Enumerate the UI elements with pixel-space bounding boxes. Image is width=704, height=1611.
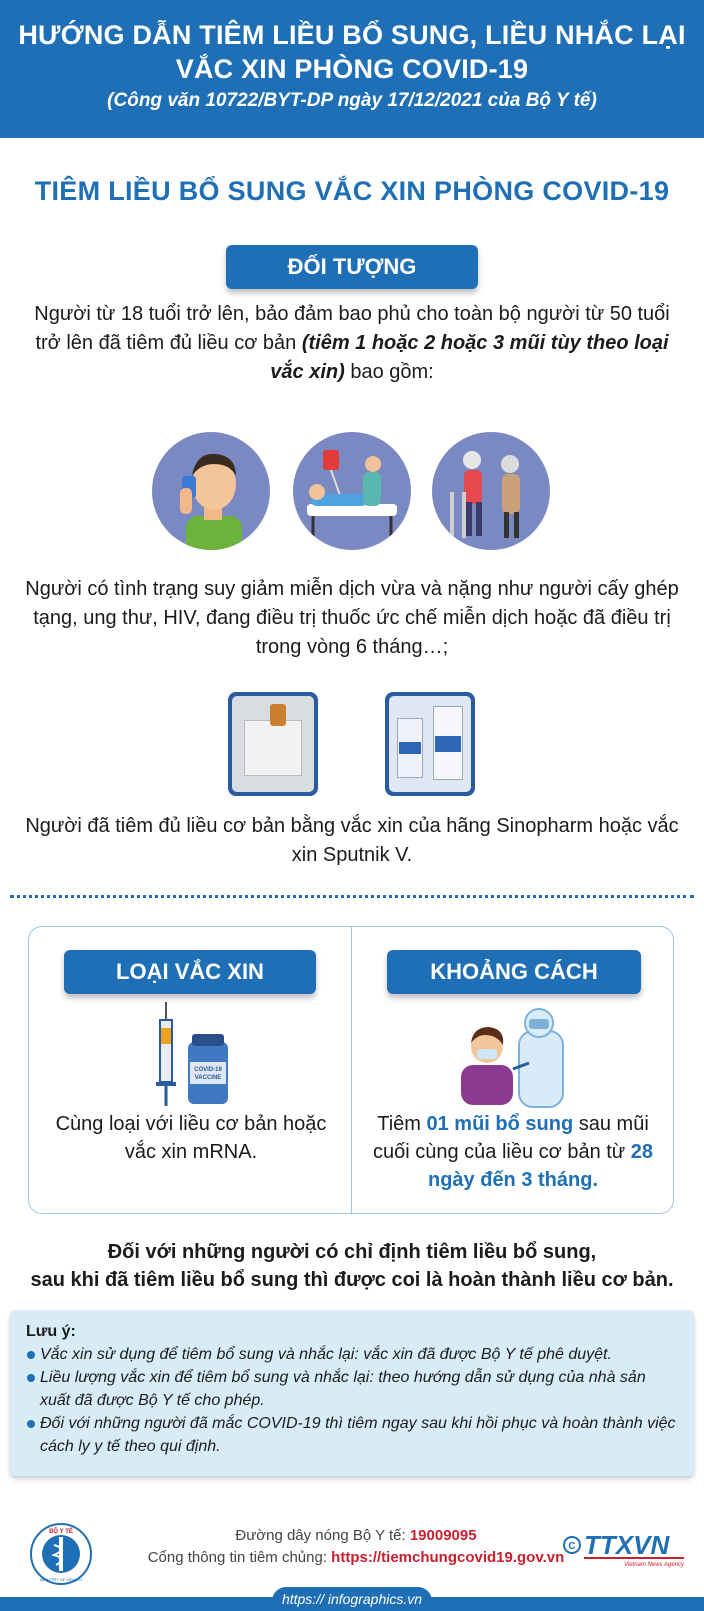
kc-text-d: 28 ngày đến 3 tháng. <box>427 1141 653 1191</box>
ttxvn-logo <box>562 1530 690 1570</box>
kc-text-c: sau mũi cuối cùng của liều cơ bản từ <box>372 1113 649 1163</box>
dotted-divider <box>10 895 694 898</box>
group1-text: Người có tình trạng suy giảm miễn dịch vừa và nặng như người cấy ghép tạng, ung thư, HIV, đang điều trị thuốc ức chế miễn dịch hoặc đã điều trị trong vòng 6 tháng…; <box>25 578 679 658</box>
main-title <box>0 0 704 86</box>
svg-text:VACCINE: VACCINE <box>194 1075 222 1081</box>
ministry-of-health-logo <box>30 1523 92 1585</box>
footer-contact <box>136 1525 576 1569</box>
portal-link[interactable]: https://tiemchungcovid19.gov.vn <box>331 1549 565 1566</box>
syringe-vial-icon <box>150 1002 240 1110</box>
group2-text: Người đã tiêm đủ liều cơ bản bằng vắc xin của hãng Sinopharm hoặc vắc xin Sputnik V. <box>25 815 679 866</box>
doi-tuong-label: ĐỐI TƯỢNG <box>226 245 478 289</box>
portal-label: Cổng thông tin tiêm chủng: <box>147 1549 332 1566</box>
nurse-vaccinating-icon <box>455 1005 575 1109</box>
completion-line1: Đối với những người có chỉ định tiêm liều bổ sung, <box>107 1241 597 1263</box>
note-title: Lưu ý: <box>26 1323 76 1340</box>
hotline-line <box>136 1525 576 1547</box>
intro-paragraph <box>20 300 684 387</box>
column-divider <box>351 926 352 1214</box>
elderly-walker-icon <box>432 432 550 550</box>
vaccine-vials-icon <box>385 692 475 796</box>
note-item: Đối với những người đã mắc COVID-19 thì tiêm ngay sau khi hồi phục và hoàn thành việc cách ly y tế theo qui định. <box>26 1412 678 1458</box>
site-link[interactable]: https:// infographics.vn <box>272 1587 432 1611</box>
loai-vac-xin-text: Cùng loại với liều cơ bản hoặc vắc xin mRNA. <box>55 1113 327 1163</box>
khoang-cach-label: KHOẢNG CÁCH <box>387 950 641 994</box>
title-line2: VẮC XIN PHÒNG COVID-19 <box>175 54 529 84</box>
svg-text:C: C <box>568 1541 576 1552</box>
kc-text-b: 01 mũi bổ sung <box>426 1113 574 1135</box>
note-list <box>26 1343 678 1458</box>
completion-line2: sau khi đã tiêm liều bổ sung thì được coi là hoàn thành liều cơ bản. <box>30 1269 674 1291</box>
header-banner <box>0 0 704 138</box>
khoang-cach-text <box>362 1110 664 1194</box>
moh-logo-bottom-text: MINISTRY OF HEALTH <box>39 1577 83 1582</box>
moh-logo-top-text: BỘ Y TẾ <box>49 1529 73 1535</box>
portal-line <box>136 1547 576 1569</box>
intro-b: (tiêm 1 hoặc 2 hoặc 3 mũi tùy theo loại vắc xin) <box>270 332 669 383</box>
hotline-label: Đường dây nóng Bộ Y tế: <box>235 1527 410 1544</box>
hospital-patient-icon <box>293 432 411 550</box>
note-item: Liều lượng vắc xin để tiêm bổ sung và nhắc lại: theo hướng dẫn sử dụng của nhà sản xuất đã được Bộ Y tế cho phép. <box>26 1366 678 1412</box>
inhaler-person-icon <box>152 432 270 550</box>
ttxvn-sub-text: Vietnam News Agency <box>623 1562 684 1568</box>
header-subtitle: (Công văn 10722/BYT-DP ngày 17/12/2021 của Bộ Y tế) <box>107 90 597 111</box>
hotline-number[interactable]: 19009095 <box>409 1527 477 1544</box>
vaccine-box-icon <box>228 692 318 796</box>
note-box <box>10 1310 694 1476</box>
section-title: TIÊM LIỀU BỔ SUNG VẮC XIN PHÒNG COVID-19 <box>34 176 670 206</box>
intro-c: bao gồm: <box>344 361 434 383</box>
note-item: Vắc xin sử dụng để tiêm bổ sung và nhắc lại: vắc xin đã được Bộ Y tế phê duyệt. <box>26 1343 678 1366</box>
kc-text-a: Tiêm <box>377 1113 427 1135</box>
svg-text:COVID-19: COVID-19 <box>194 1067 222 1073</box>
intro-a: Người từ 18 tuổi trở lên, bảo đảm bao phủ cho toàn bộ người từ 50 tuổi trở lên đã tiêm đủ liều cơ bản <box>34 303 670 354</box>
loai-vac-xin-label: LOẠI VẮC XIN <box>64 950 316 994</box>
ttxvn-logo-text: TTXVN <box>584 1530 670 1560</box>
title-line1: HƯỚNG DẪN TIÊM LIỀU BỔ SUNG, LIỀU NHẮC LẠI <box>18 20 686 50</box>
